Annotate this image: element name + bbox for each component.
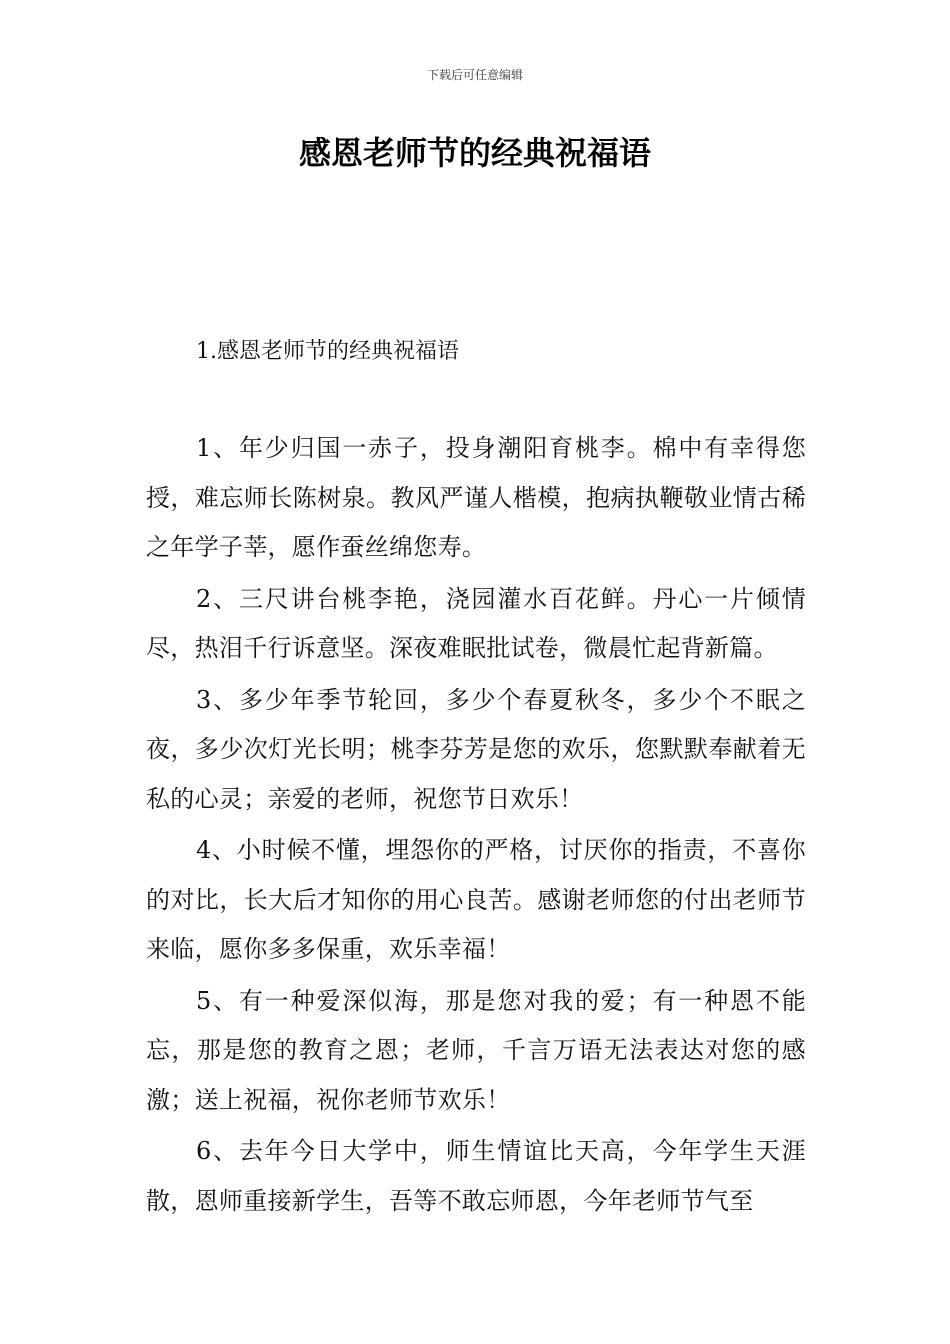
paragraph-4: 4、小时候不懂，埋怨你的严格，讨厌你的指责，不喜你的对比，长大后才知你的用心良苦。感谢老师您的付出老师节来临，愿你多多保重，欢乐幸福！: [146, 836, 806, 963]
paragraph-2: 2、三尺讲台桃李艳，浇园灌水百花鲜。丹心一片倾情尽，热泪千行诉意坚。深夜难眠批试卷，微晨忙起背新篇。: [146, 584, 806, 662]
paragraph-6: 6、去年今日大学中，师生情谊比天高，今年学生天涯散，恩师重接新学生，吾等不敢忘师恩，今年老师节气至: [146, 1137, 806, 1215]
body-text: [146, 424, 806, 1228]
paragraph-1: 1、年少归国一赤子，投身潮阳育桃李。棉中有幸得您授，难忘师长陈树泉。教风严谨人楷模，抱病执鞭敬业情古稀之年学子莘，愿作蚕丝绵您寿。: [146, 434, 806, 561]
document-title: 感恩老师节的经典祝福语: [298, 134, 651, 172]
paragraph-3: 3、多少年季节轮回，多少个春夏秋冬，多少个不眠之夜，多少次灯光长明；桃李芬芳是您的欢乐，您默默奉献着无私的心灵；亲爱的老师，祝您节日欢乐！: [146, 685, 806, 813]
paragraph-5: 5、有一种爱深似海，那是您对我的爱；有一种恩不能忘，那是您的教育之恩；老师，千言万语无法表达对您的感激；送上祝福，祝你老师节欢乐！: [146, 986, 806, 1114]
header-note: 下载后可任意编辑: [426, 68, 523, 82]
section-heading: 1.感恩老师节的经典祝福语: [196, 339, 459, 364]
